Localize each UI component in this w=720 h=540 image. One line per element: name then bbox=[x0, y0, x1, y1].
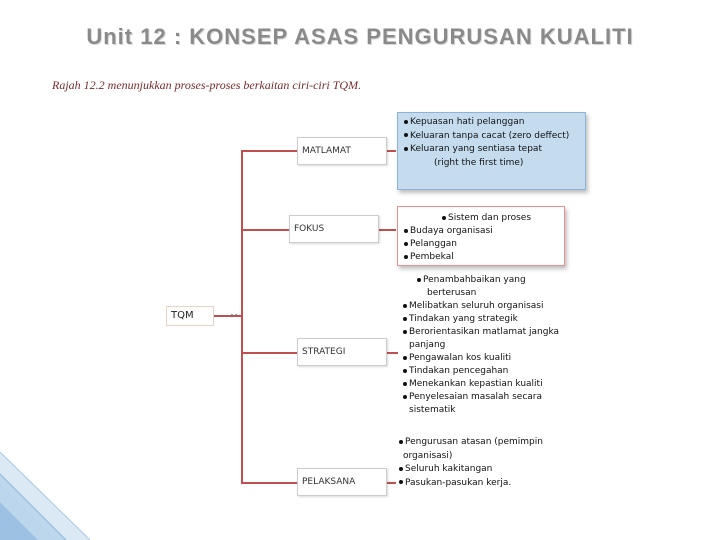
connector-root bbox=[214, 315, 242, 317]
branch-fokus: FOKUS bbox=[289, 215, 379, 243]
bullet-icon bbox=[442, 216, 446, 220]
bullet-icon bbox=[404, 229, 408, 233]
connector-vertical bbox=[241, 150, 243, 483]
strategi-details bbox=[403, 274, 559, 417]
fokus-details bbox=[397, 206, 565, 266]
list-item: Budaya organisasi bbox=[404, 225, 564, 238]
list-item: Penyelesaian masalah secara bbox=[403, 391, 559, 404]
list-item: Pengurusan atasan (pemimpin bbox=[399, 436, 543, 450]
list-item: Tindakan yang strategik bbox=[403, 313, 559, 326]
dot-marker bbox=[231, 314, 233, 316]
bullet-icon bbox=[403, 304, 407, 308]
list-item: Sistem dan proses bbox=[404, 212, 564, 225]
connector-pelaksana bbox=[241, 482, 297, 484]
arrow-strategi bbox=[386, 352, 398, 354]
connector-matlamat bbox=[241, 150, 297, 152]
dot-marker bbox=[235, 314, 237, 316]
bullet-icon bbox=[399, 467, 403, 471]
bullet-icon bbox=[404, 242, 408, 246]
bullet-icon bbox=[399, 480, 403, 484]
bullet-icon bbox=[399, 440, 403, 444]
branch-pelaksana: PELAKSANA bbox=[297, 468, 387, 496]
bullet-icon bbox=[417, 278, 421, 282]
bullet-icon bbox=[404, 133, 408, 137]
list-item: sistematik bbox=[409, 405, 456, 415]
bullet-icon bbox=[404, 147, 408, 151]
list-item: Kepuasan hati pelanggan bbox=[404, 116, 585, 130]
list-item: Tindakan pencegahan bbox=[403, 365, 559, 378]
branch-strategi: STRATEGI bbox=[297, 338, 387, 366]
bullet-icon bbox=[404, 255, 408, 259]
bullet-icon bbox=[403, 395, 407, 399]
list-item: (right the first time) bbox=[434, 157, 524, 168]
bullet-icon bbox=[403, 356, 407, 360]
connector-strategi bbox=[241, 352, 297, 354]
list-item: Keluaran tanpa cacat (zero deffect) bbox=[404, 130, 585, 144]
arrow-fokus bbox=[378, 229, 396, 231]
list-item: Pembekal bbox=[404, 251, 564, 264]
list-item: Menekankan kepastian kualiti bbox=[403, 378, 559, 391]
tqm-node: TQM bbox=[166, 306, 214, 326]
list-item: Seluruh kakitangan bbox=[399, 463, 543, 477]
list-item: Pengawalan kos kualiti bbox=[403, 352, 559, 365]
arrow-matlamat bbox=[386, 150, 396, 152]
page-title: Unit 12 : KONSEP ASAS PENGURUSAN KUALITI bbox=[86, 24, 634, 49]
list-item: berterusan bbox=[427, 288, 477, 298]
bullet-icon bbox=[403, 369, 407, 373]
figure-caption: Rajah 12.2 menunjukkan proses-proses berkaitan ciri-ciri TQM. bbox=[52, 78, 362, 92]
bullet-icon bbox=[403, 330, 407, 334]
list-item: Pasukan-pasukan kerja. bbox=[399, 477, 543, 491]
bullet-icon bbox=[404, 120, 408, 124]
bullet-icon bbox=[403, 382, 407, 386]
connector-fokus bbox=[241, 229, 289, 231]
corner-decoration bbox=[0, 452, 90, 540]
list-item: Pelanggan bbox=[404, 238, 564, 251]
bullet-icon bbox=[403, 317, 407, 321]
list-item: organisasi) bbox=[403, 450, 453, 461]
matlamat-details bbox=[397, 112, 586, 190]
branch-matlamat: MATLAMAT bbox=[297, 137, 387, 165]
pelaksana-details bbox=[399, 436, 543, 490]
list-item: Keluaran yang sentiasa tepat bbox=[404, 143, 585, 157]
arrow-pelaksana bbox=[386, 482, 396, 484]
list-item: Penambahbaikan yang bbox=[403, 274, 559, 287]
list-item: panjang bbox=[409, 340, 446, 350]
list-item: Berorientasikan matlamat jangka bbox=[403, 326, 559, 339]
list-item: Melibatkan seluruh organisasi bbox=[403, 300, 559, 313]
